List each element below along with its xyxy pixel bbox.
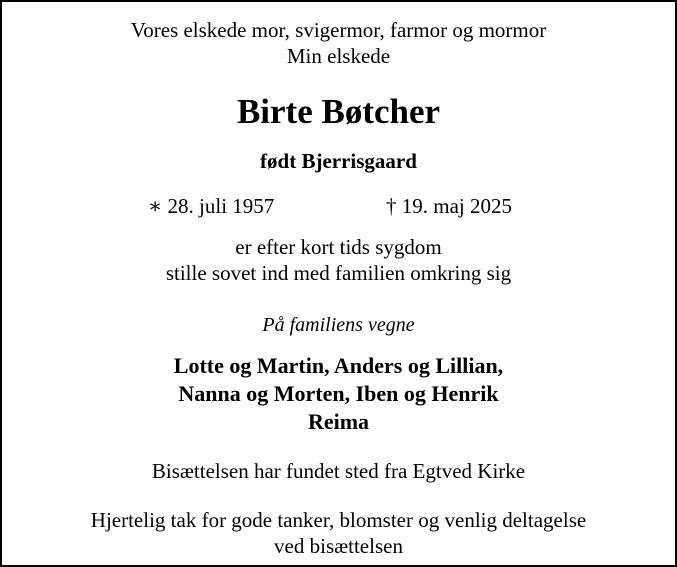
signoff-text: På familiens vegne xyxy=(262,314,415,336)
life-dates xyxy=(2,193,675,219)
intro-line: Vores elskede mor, svigermor, farmor og mormor xyxy=(130,18,547,42)
passing-line: stille sovet ind med familien omkring sig xyxy=(165,261,512,285)
intro-text xyxy=(2,17,675,69)
thanks-text xyxy=(2,507,675,559)
family-line: Reima xyxy=(307,409,370,434)
birth-date: ∗ 28. juli 1957 xyxy=(148,194,275,218)
funeral-text: Bisættelsen har fundet sted fra Egtved Kirke xyxy=(151,459,526,483)
passing-text xyxy=(2,234,675,286)
maiden-name: født Bjerrisgaard xyxy=(260,149,417,173)
intro-line: Min elskede xyxy=(286,44,391,68)
thanks-line: ved bisættelsen xyxy=(274,534,403,558)
family-line: Nanna og Morten, Iben og Henrik xyxy=(178,381,499,406)
death-date: † 19. maj 2025 xyxy=(386,194,512,218)
deceased-name: Birte Bøtcher xyxy=(236,92,441,131)
family-names xyxy=(2,352,675,436)
passing-line: er efter kort tids sygdom xyxy=(235,235,442,259)
family-line: Lotte og Martin, Anders og Lillian, xyxy=(173,353,504,378)
thanks-line: Hjertelig tak for gode tanker, blomster og venlig deltagelse xyxy=(90,508,587,532)
